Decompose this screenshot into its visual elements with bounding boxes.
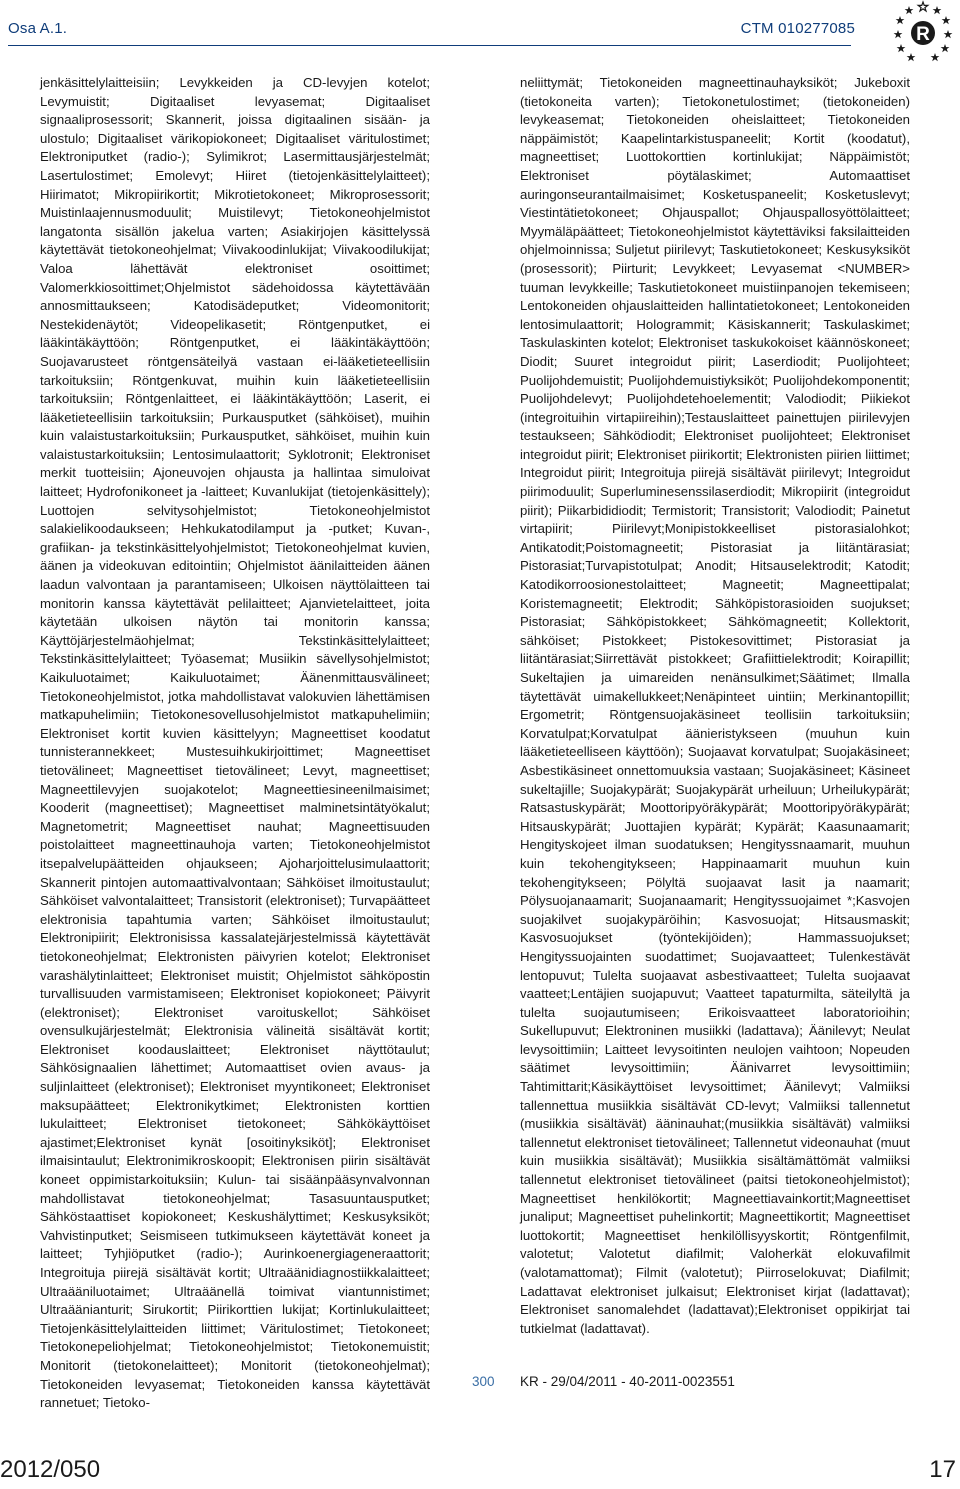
page-number: 300 [472, 1374, 495, 1389]
left-text-column: jenkäsittelylaitteisiin; Levykkeiden ja CD-levyjen kotelot; Levymuistit; Digitaaliset levyasemat; Digitaaliset signaaliprosessorit; Skannerit, joissa digitaalinen sisään- ja ulostulo; Digitaaliset värikopiokoneet; Digitaaliset väritulostimet; Elektroniputket (radio-); Sylimikrot; Lasermittausjärjestelmät; Lasertulostimet; Emolevyt; Hiiret (tietojenkäsittelylaitteet); Hiirimatot; Mikropiirikortit; Mikrotietokoneet; Mikroprosessorit; Muistinlaajennusmoduulit; Muistilevyt; Tietokoneohjelmistot langatonta sisällön jakelua varten; Asiakirjojen käsittelyssä käytettävät tietokoneohjelmat; Viivakoodinlukijat; Viivakoodilukijat; Valoa lähettävät elektroniset osoittimet; Valomerkkiosoittimet;Ohjelmistot sädehoidossa käytettävään annosmittaukseen; Katodisädeputket; Videomonitorit; Nestekidenäytöt; Videopelikasetit; Röntgenputket, ei lääkintäkäyttöön; Röntgenputket, ei lääkintäkäyttöön; Suojavarusteet röntgensäteilyä vastaan ei-lääketieteellisiin tarkoituksiin; Röntgenkuvat, muihin kuin lääketieteellisiin tarkoituksiin; Röntgenlaitteet, ei lääkintäkäyttöön; Laserit, ei lääketieteellisiin tarkoituksiin; Purkausputket (sähköiset), muihin kuin valaistustarkoituksiin; Purkausputket, sähköiset, muihin kuin valaistustarkoituksiin; Lentosimulaattorit; Syklotronit; Elektroniset merkit tuotteisiin; Ajoneuvojen ohjausta ja hallintaa simuloivat laitteet; Hydrofonikoneet ja -laitteet; Kuvanlukijat (tietojenkäsittely); Luottojen selvitysohjelmistot; Tietokoneohjelmistot salakielikoodaukseen; Hehkukatodilamput ja -putket; Kuvan-, grafiikan- ja tekstinkäsittelyohjelmistot; Tietokoneohjelmat kuvien, äänen ja videokuvan editointiin; Ohjelmistot äänilaitteiden äänen laadun valvontaan ja parantamiseen; Ulkoisen näyttölaitteen tai monitorin kanssa käytettävät pelilaitteet; Ajanvietelaitteet, joita käytetään ulkoisen näytön tai monitorin kanssa; Käyttöjärjestelmäohjelmat; Tekstinkäsittelylaitteet; Tekstinkäsittelylaitteet; Työasemat; Musiikin sävellysohjelmistot; Kaikuluotaimet; Kaikuluotaimet; Äänenmittausvälineet; Tietokoneohjelmistot, jotka mahdollistavat valokuvien lähettämisen matkapuhelimiin; Tietokonesovellusohjelmistot matkapuhelimiin; Elektroniset kortit kuvien käsittelyyn; Magneettiset koodatut tunnisterannekkeet; Mustesuihkukirjoittimet; Magneettiset tietovälineet; Magneettiset tietovälineet; Levyt, magneettiset; Magneettilevyjen suojakotelot; Magneettiesineenilmaisimet; Kooderit (magneettiset); Magneettiset malminetsintätyökalut; Magnetometrit; Magneettiset nauhat; Magneettisuuden poistolaitteet magneettinauhoja varten; Tietokoneohjelmistot itsepalvelupäätteiden ohjaukseen; Ajoharjoittelusimulaattorit; Skannerit pintojen automaattivalvontaan; Sähköiset ilmoitustaulut; Sähköiset valvontalaitteet; Transistorit (elektroniset); Turvapäätteet elektronisia tapahtumia varten; Sähköiset ilmoitustaulut; Elektronipiirit; Elektronisissa kassalatejärjestelmissä käytettävät tietokoneohjelmat; Elektronisten päivyrien kotelot; Elektroniset varashälytinlaitteet; Elektroniset muistit; Ohjelmistot sähköpostin turvallisuuden varmistamiseen; Elektroniset kopiokoneet; Päivyrit (elektroniset); Elektroniset varoituskellot; Sähköiset ovensulkujärjestelmät; Elektronisia välineitä sisältävät kortit; Elektroniset koodauslaitteet; Elektroniset näyttötaulut; Sähkösignaalien lähettimet; Automaattiset ovien avaus- ja suljinlaitteet (elektroniset); Elektroniset myyntikoneet; Elektroniset maksupäätteet; Elektronikytkimet; Elektronisten korttien lukulaitteet; Elektroniset tietokoneet; Sähkökäyttöiset ajastimet;Elektroniset kynät [osoitinyksiköt]; Elektroniset ilmaisintaulut; Elektronimikroskoopit; Elektronisen piirin sisältävät koneet oppimistarkoituksiin; Kulun- tai sisäänpääsynvalvonnan mahdollistavat tietokoneohjelmat; Tasasuuntausputket; Sähköstaattiset kopiokoneet; Keskushälyttimet; Keskusyksiköt; Vahvistinputket; Seismiseen tutkimukseen käytettävät koneet ja laitteet; Tyhjiöputket (radio-); Aurinkoenergiageneraattorit; Integroituja piirejä sisältävät kortit; Ultraäänidiagnostiikkalaitteet; Ultraääniluotaimet; Ultraäänellä toimivat viantunnistimet; Ultraäänianturit; Sirukortit; Piirikorttien lukijat; Kortinlukulaitteet; Tietojenkäsittelylaitteiden liittimet; Väritulostimet; Tietokoneet; Tietokonepeliohjelmat; Tietokoneohjelmistot; Tietokonemuistit; Monitorit (tietokonelaitteet); Monitorit (tietokoneohjelmat); Tietokoneiden levyasemat; Tietokoneiden kanssa käytettävät rannetuet; Tietoko- [40, 75, 430, 1411]
footer-page-number: 17 [929, 1456, 956, 1483]
document-reference: KR - 29/04/2011 - 40-2011-0023551 [520, 1374, 735, 1389]
eu-stars-r-logo-icon [890, 0, 956, 62]
header-divider [8, 45, 851, 46]
document-code: CTM 010277085 [740, 20, 855, 37]
section-label: Osa A.1. [8, 20, 68, 37]
bulletin-number: 2012/050 [0, 1456, 101, 1483]
logo-letter: R [916, 24, 930, 45]
right-text-column: neliittymät; Tietokoneiden magneettinauhayksiköt; Jukeboxit (tietokoneita varten); Tietokonetulostimet; (tietokoneiden) levykeasemat; Tietokoneiden oheislaitteet; Tietokoneiden näppäimistöt; Kaapelintarkistuspaneelit; Kortit (koodatut), magneettiset; Luottokorttien kortinlukijat; Näppäimistöt; Elektroniset pöytälaskimet; Automaattiset auringonseurantailmaisimet; Kosketuspaneelit; Kosketuslevyt; Viestintätietokoneet; Ohjauspallot; Ohjauspallosyöttölaitteet; Myymäläpäätteet; Tietokoneohjelmistot käytettäviksi faksilaitteiden ohjelmoinnissa; Suljetut piirilevyt; Taskutietokoneet; Keskusyksiköt (prosessorit); Piirturit; Levykkeet; Levyasemat <NUMBER> tuuman levykkeille; Taskutietokoneet muistiinpanojen tekemiseen; Lentokoneiden ohjauslaitteiden hallintatietokoneet; Lentokoneiden lentosimulaattorit; Hologrammit; Käsiskannerit; Taskulaskimet; Taskulaskinten kotelot; Elektroniset taskukokoiset käännöskoneet; Diodit; Suuret integroidut piirit; Laserdiodit; Puolijohteet; Puolijohdemuistit; Puolijohdemuistiyksiköt; Puolijohdekomponentit; Puolijohdelevyt; Puolijohdetehoelementit; Valodiodit; Piikiekot (integroituihin virtapiireihin);Testauslaitteet painettujen piirilevyjen testaukseen; Sähködiodit; Elektroniset puolijohteet; Elektroniset integroidut piirit; Elektroniset piirikortit; Elektronisten piirien liittimet; Integroidut piirit; Integroituja piirejä sisältävät piirilevyt; Integroidut piirimoduulit; Superluminesenssilaserdiodit; Mikropiirit (integroidut piirit); Piikarbididiodit; Termistorit; Transistorit; Valodiodit; Painetut virtapiirit; Piirilevyt;Monipistokkeelliset pistorasialohkot; Antikatodit;Poistomagneetit; Pistorasiat ja liitäntärasiat; Pistorasiat;Turvapistotulpat; Anodit; Hitsauselektrodit; Katodit; Katodikorroosionestolaitteet; Magneetit; Magneettipalat; Koristemagneetit; Elektrodit; Sähköpistorasioiden suojukset; Pistorasiat; Sähköpistokkeet; Sähkömagneetit; Kollektorit, sähköiset; Pistokkeet; Pistokesovittimet; Pistorasiat ja liitäntärasiat;Siirrettävät pistokkeet; Grafiittielektrodit; Koirapillit; Sukeltajien ja uimareiden nenänsulkimet;Säätimet; Ilmalla täytettävät uimakellukkeet;Nenäpinteet uintiin; Merkinantopillit; Ergometrit; Röntgensuojakäsineet teollisiin tarkoituksiin; Korvatulpat;Korvatulpat äänieristykseen (muuhun kuin lääketieteelliseen käyttöön); Suojaavat korvatulpat; Suojakäsineet; Asbestikäsineet onnettomuuksia vastaan; Suojakäsineet; Käsineet sukeltajille; Suojakypärät; Suojakypärät urheiluun; Urheilukypärät; Ratsastuskypärät; Moottoripyöräkypärät; Moottoripyöräkypärät; Hitsauskypärät; Juottajien kypärät; Kypärät; Kaasunaamarit; Hengityskojeet ilman suodatuksen; Hengityssnaamarit, muuhun kuin tekohengitykseen; Happinaamarit muuhun kuin tekohengitykseen; Pölyltä suojaavat lasit ja naamarit; Pölysuojanaamarit; Suojanaamarit; Hengityssuojaimet *;Kasvojen suojakilvet suojakypäröihin; Kasvosuojat; Hitsausmaskit; Kasvosuojukset (työntekijöiden); Hammassuojukset; Hengityssuojainten suodattimet; Suojavaatteet; Tulenkestävät lentopuvut; Tulelta suojaavat asbestivaatteet; Tulelta suojaavat vaatteet;Lentäjien suojapuvut; Vaatteet tapaturmilta, säteilyltä ja tulelta suojautumiseen; Erikoisvaatteet laboratorioihin; Sukellupuvut; Elektroninen musiikki (ladattava); Äänilevyt; Neulat levysoittimiin; Laitteet levysoitinten neulojen vaihtoon; Nopeuden säätimet levysoittimiin; Äänivarret levysoittimiin; Tahtimittarit;Käsikäyttöiset levysoittimet; Äänilevyt; Valmiiksi tallennettua musiikkia sisältävät CD-levyt; Valmiiksi tallennetut (musiikkia sisältävät) ääninauhat;(musiikkia sisältävät) valmiiksi tallennetut elektroniset tietovälineet; Tallennetut videonauhat (muut kuin musiikkia sisältävät); Musiikkia sisältämättömät valmiiksi tallennetut elektroniset tietovälineet (paitsi tietokoneohjelmistot); Magneettiset henkilökortit; Magneettiavainkortit;Magneettiset junaliput; Magneettiset puhelinkortit; Magneettikortit; Magneettiset luottokortit; Magneettiset henkilöllisyyskortit; Röntgenfilmit, valotetut; Valotetut diafilmit; Valoherkät elokuvafilmit (valotamattomat); Filmit (valotetut); Piirroselokuvat; Diafilmit; Ladattavat elektroniset julkaisut; Elektroniset kirjat (ladattavat); Elektroniset sanomalehdet (ladattavat);Elektroniset oppikirjat tai tutkielmat (ladattavat). [520, 75, 910, 1336]
